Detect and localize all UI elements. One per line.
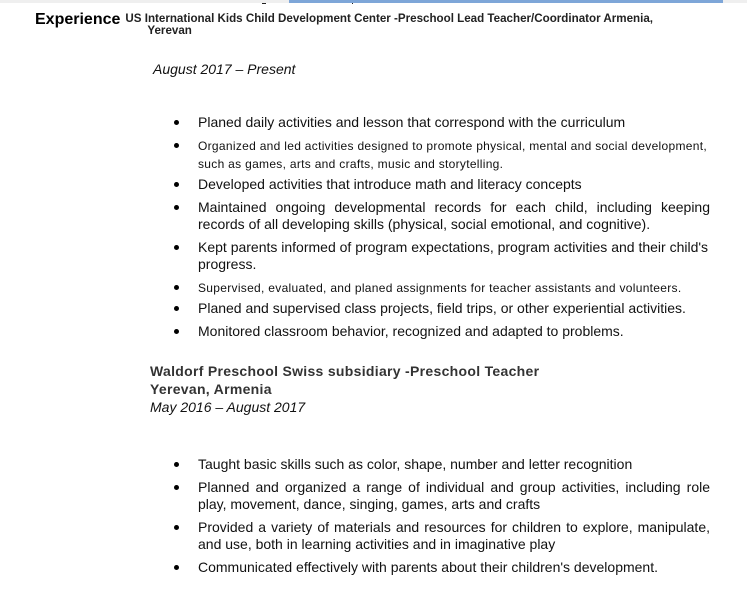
list-item-text: Kept parents informed of program expectations, program activities and their child's progress. (198, 239, 709, 272)
section-heading-experience: Experience (35, 11, 121, 28)
list-item (150, 519, 710, 553)
list-item-text: Supervised, evaluated, and planed assignments for teacher assistants and volunteers. (198, 281, 682, 295)
job-2-bullet-list (150, 456, 710, 576)
list-item-text: Planned and organized a range of individual and group activities, including role play, movement, dance, singing, games, arts and crafts (198, 479, 710, 512)
clipped-text-fragment (352, 3, 353, 4)
list-item-text: Communicated effectively with parents about their children's development. (198, 559, 658, 575)
bullet-icon (174, 462, 179, 467)
list-item (150, 279, 710, 297)
job-title-1 (125, 10, 653, 37)
list-item (150, 114, 710, 131)
list-item-text: Planed daily activities and lesson that correspond with the curriculum (198, 114, 626, 130)
list-item (150, 559, 710, 576)
list-item (150, 323, 710, 340)
job-title-2-line2: Yerevan, Armenia (150, 381, 272, 397)
list-item (150, 456, 710, 473)
list-item-text: Organized and led activities designed to promote physical, mental and social development, such as games, arts and crafts, music and storytelling. (198, 139, 707, 171)
bullet-icon (174, 245, 179, 250)
header-divider-rule (289, 0, 723, 3)
list-item (150, 137, 710, 173)
list-item (150, 239, 710, 273)
job-title-2 (150, 362, 710, 398)
job-1-bullet-list (150, 114, 710, 340)
list-item-text: Provided a variety of materials and resources for children to explore, manipulate, and use, both in learning activities and in imaginative play (198, 519, 710, 552)
bullet-icon (174, 485, 179, 490)
clipped-text-fragment (262, 3, 266, 4)
bullet-icon (174, 329, 179, 334)
job-title-1-line2: Yerevan (147, 24, 192, 37)
bullet-icon (174, 565, 179, 570)
job-title-1-line1: US International Kids Child Development Center -Preschool Lead Teacher/Coordinator Armenia, (125, 12, 654, 25)
bullet-icon (174, 143, 179, 148)
job-1-dates: August 2017 – Present (153, 61, 296, 77)
list-item (150, 300, 710, 317)
list-item-text: Maintained ongoing developmental records for each child, including keeping records of all developing skills (physical, social emotional, and cognitive). (198, 199, 710, 232)
list-item (150, 479, 710, 513)
bullet-icon (174, 306, 179, 311)
bullet-icon (174, 205, 179, 210)
bullet-icon (174, 120, 179, 125)
list-item (150, 176, 710, 193)
list-item-text: Taught basic skills such as color, shape, number and letter recognition (198, 456, 633, 472)
list-item-text: Planed and supervised class projects, field trips, or other experiential activities. (198, 300, 686, 316)
bullet-icon (174, 285, 179, 290)
job-2-dates: May 2016 – August 2017 (150, 399, 306, 415)
list-item-text: Developed activities that introduce math and literacy concepts (198, 176, 582, 192)
list-item-text: Monitored classroom behavior, recognized and adapted to problems. (198, 323, 624, 339)
job-title-2-line1: Waldorf Preschool Swiss subsidiary -Preschool Teacher (150, 363, 540, 379)
experience-content (150, 61, 710, 582)
list-item (150, 199, 710, 233)
experience-header-row (35, 10, 653, 37)
bullet-icon (174, 525, 179, 530)
bullet-icon (174, 182, 179, 187)
